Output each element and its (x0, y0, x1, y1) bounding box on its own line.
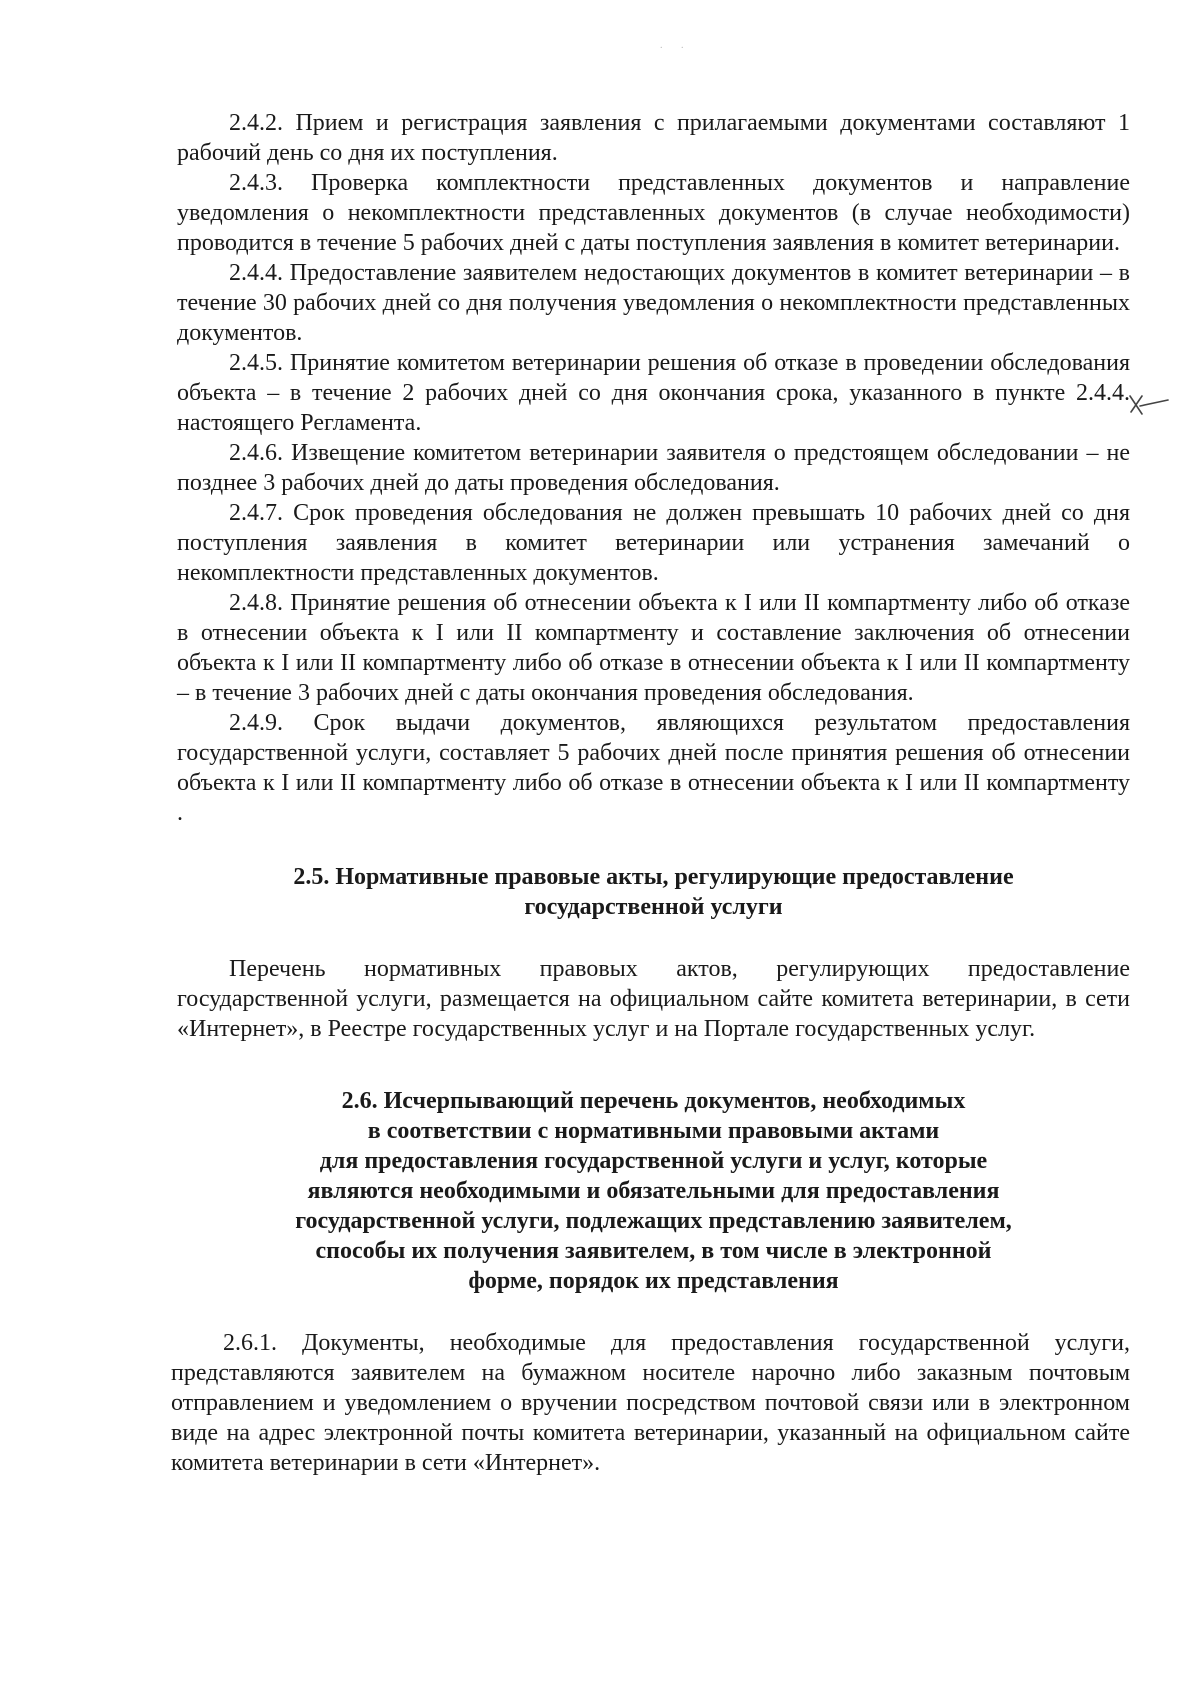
paragraph-2-4-8: 2.4.8. Принятие решения об отнесении объекта к I или II компартменту либо об отказе в отнесении объекта к I или II компартменту и составление заключения об отнесении объекта к I или II компартменту либо об отказе в отнесении объекта к I или II компартменту – в течение 3 рабочих дней с даты окончания проведения обследования. (177, 590, 1130, 706)
handwritten-margin-mark (1128, 392, 1172, 422)
paragraph-2-6-1: 2.6.1. Документы, необходимые для предоставления государственной услуги, представляются заявителем на бумажном носителе нарочно либо заказным почтовым отправлением и уведомлением о вручении посредством почтовой связи или в электронном виде на адрес электронной почты комитета ветеринарии, указанный на официальном сайте комитета ветеринарии в сети «Интернет». (171, 1330, 1130, 1476)
section-2-5-text: Перечень нормативных правовых актов, регулирующих предоставление государственной услуги, размещается на официальном сайте комитета ветеринарии, в сети «Интернет», в Реестре государственных услуг и на Портале государственных услуг. (177, 956, 1130, 1042)
document-body (171, 108, 1130, 1478)
paragraph-2-4-3: 2.4.3. Проверка комплектности представленных документов и направление уведомления о некомплектности представленных документов (в случае необходимости) проводится в течение 5 рабочих дней с даты поступления заявления в комитет ветеринарии. (177, 170, 1130, 256)
section-2-5-heading: 2.5. Нормативные правовые акты, регулирующие предоставление государственной услуги (293, 864, 1014, 920)
paragraph-2-4-6: 2.4.6. Извещение комитетом ветеринарии заявителя о предстоящем обследовании – не позднее 3 рабочих дней до даты проведения обследования. (177, 440, 1130, 496)
section-2-6-heading: 2.6. Исчерпывающий перечень документов, необходимых в соответствии с нормативными правовыми актами для предоставления государственной услуги и услуг, которые являются необходимыми и обязательными для предоставления государственной услуги, подлежащих представлению заявителем, способы их получения заявителем, в том числе в электронной форме, порядок их представления (295, 1088, 1012, 1294)
paragraph-2-4-9: 2.4.9. Срок выдачи документов, являющихся результатом предоставления государственной услуги, составляет 5 рабочих дней после принятия решения об отнесении объекта к I или II компартменту либо об отказе в отнесении объекта к I или II компартменту . (177, 710, 1130, 826)
paragraph-2-4-2: 2.4.2. Прием и регистрация заявления с прилагаемыми документами составляют 1 рабочий день со дня их поступления. (177, 110, 1130, 166)
paragraph-2-4-4: 2.4.4. Предоставление заявителем недостающих документов в комитет ветеринарии – в течение 30 рабочих дней со дня получения уведомления о некомплектности представленных документов. (177, 260, 1130, 346)
paragraph-2-4-7: 2.4.7. Срок проведения обследования не должен превышать 10 рабочих дней со дня поступления заявления в комитет ветеринарии или устранения замечаний о некомплектности представленных документов. (177, 500, 1130, 586)
scan-artifact: . . (660, 40, 692, 51)
paragraph-2-4-5: 2.4.5. Принятие комитетом ветеринарии решения об отказе в проведении обследования объекта – в течение 2 рабочих дней со дня окончания срока, указанного в пункте 2.4.4. настоящего Регламента. (177, 350, 1130, 436)
